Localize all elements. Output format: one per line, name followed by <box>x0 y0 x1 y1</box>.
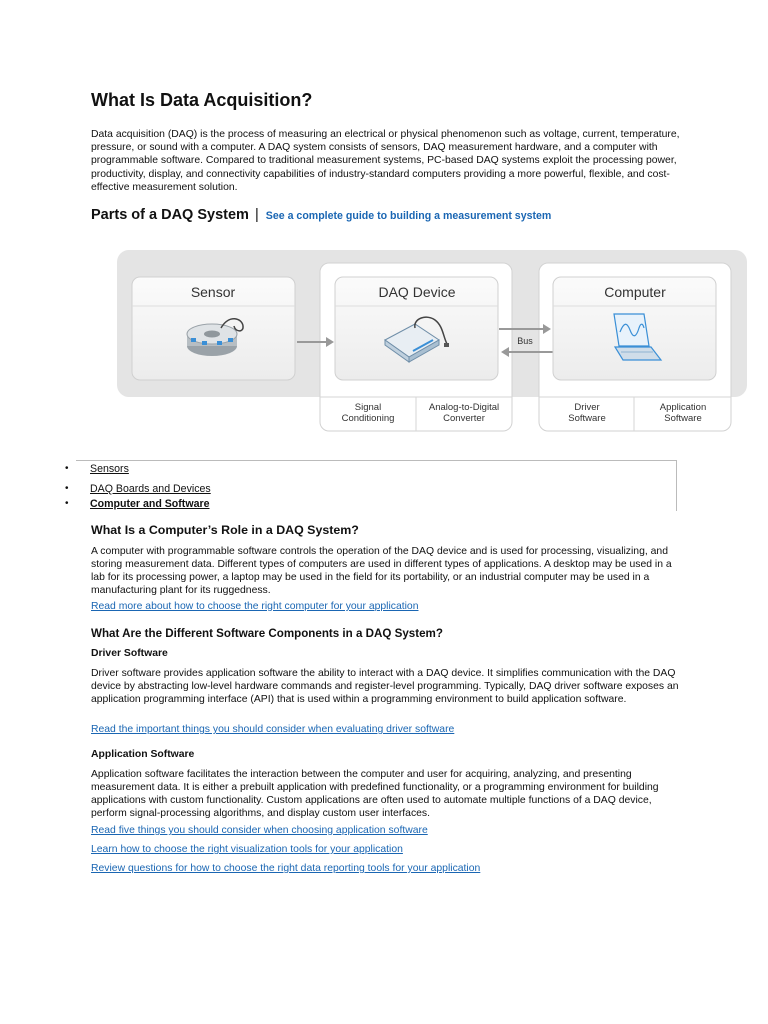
parts-heading-text: Parts of a DAQ System <box>91 207 249 223</box>
nav-item-label[interactable]: Sensors <box>90 463 129 475</box>
application-software-paragraph: Application software facilitates the interaction between the computer and user for acquiring, analyzing, and presenting measurement data. It is either a prebuilt application with predefined functionality, or a programming environment for building applications with custom functionality. Custom applications are often used to automate multiple functions of a DAQ device, perform signal-processing algorithms, and display custom user interfaces. <box>91 769 659 820</box>
bullet: • <box>65 483 69 494</box>
nav-item-sensors[interactable] <box>65 463 129 475</box>
nav-item-daq-boards[interactable] <box>65 483 211 495</box>
application-software-label-1: Application <box>659 402 707 413</box>
intro-paragraph: Data acquisition (DAQ) is the process of measuring an electrical or physical phenomenon such as voltage, current, temperature, pressure, or sound with a computer. A DAQ system consists of sensors, DAQ measurement hardware, and a computer with programmable software. Compared to traditional measurement systems, PC-based DAQ systems exploit the processing power, productivity, display, and connectivity capabilities of industry-standard computers providing a more powerful, flexible, and cost-effective measurement solution. <box>91 129 680 193</box>
driver-software-link[interactable]: Read the important things you should consider when evaluating driver software <box>91 724 455 735</box>
driver-software-label-2: Software <box>568 413 606 424</box>
nav-item-label[interactable]: DAQ Boards and Devices <box>90 483 211 495</box>
driver-software-label-1: Driver <box>574 402 600 413</box>
visualization-tools-link[interactable]: Learn how to choose the right visualization tools for your application <box>91 844 403 855</box>
application-software-heading: Application Software <box>91 749 195 760</box>
parts-heading <box>91 207 551 223</box>
daq-device-title: DAQ Device <box>378 284 456 300</box>
driver-software-paragraph: Driver software provides application software the ability to interact with a DAQ device. It simplifies communication with the DAQ device by abstracting low-level hardware commands and register-level programming. Typically, DAQ driver software exposes an application programming interface (API) that is used within a programming environment to build application software. <box>91 668 679 706</box>
computer-title: Computer <box>604 284 666 300</box>
measurement-guide-link[interactable]: See a complete guide to building a measurement system <box>265 210 552 222</box>
reporting-tools-link[interactable]: Review questions for how to choose the right data reporting tools for your application <box>91 863 481 874</box>
topic-nav-box <box>65 460 677 511</box>
application-software-link[interactable]: Read five things you should consider when choosing application software <box>91 825 428 836</box>
signal-conditioning-label-1: Signal <box>354 402 382 413</box>
computer-role-heading: What Is a Computer’s Role in a DAQ System? <box>91 523 359 537</box>
computer-role-paragraph: A computer with programmable software controls the operation of the DAQ device and is used for processing, visualizing, and storing measurement data. Different types of computers are used in different types of applications. A desktop may be used in a lab for its processing power, a laptop may be used in the field for its portability, or an industrial computer may be used in a manufacturing plant for its ruggedness. <box>91 546 672 597</box>
driver-software-heading: Driver Software <box>91 648 168 659</box>
nav-item-computer-software[interactable] <box>65 498 210 510</box>
bus-label: Bus <box>517 336 533 346</box>
software-components-heading: What Are the Different Software Components in a DAQ System? <box>91 627 443 640</box>
sensor-title: Sensor <box>190 284 236 300</box>
bullet: • <box>65 463 69 474</box>
parts-heading-separator: | <box>254 207 259 223</box>
page-title: What Is Data Acquisition? <box>91 90 313 110</box>
adc-label-2: Converter <box>443 413 485 424</box>
daq-system-diagram <box>117 248 747 433</box>
bullet: • <box>65 498 69 509</box>
signal-conditioning-label-2: Conditioning <box>341 413 395 424</box>
nav-item-label[interactable]: Computer and Software <box>90 498 210 510</box>
adc-label-1: Analog-to-Digital <box>428 402 500 413</box>
computer-choose-link[interactable]: Read more about how to choose the right computer for your application <box>91 601 419 612</box>
application-software-label-2: Software <box>664 413 702 424</box>
